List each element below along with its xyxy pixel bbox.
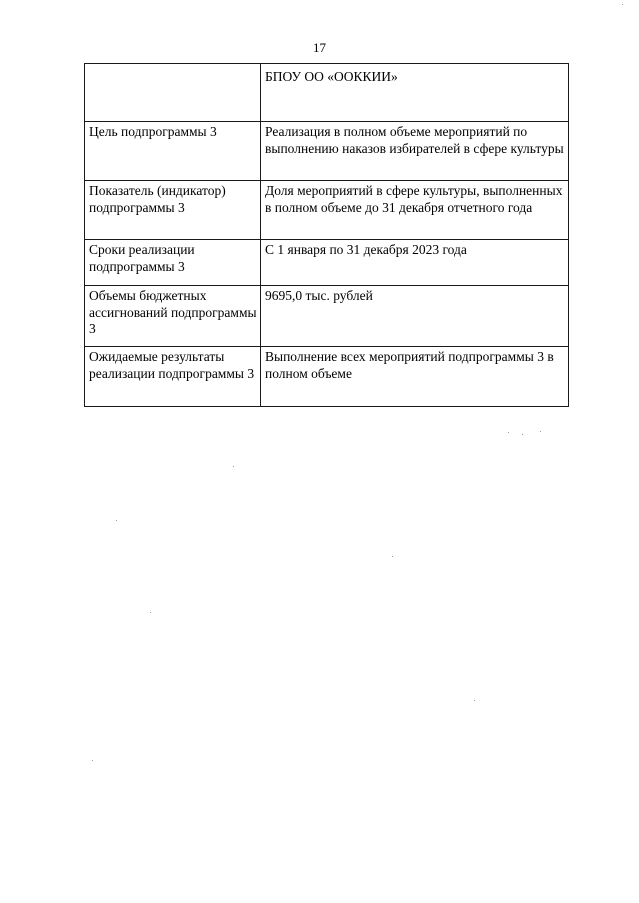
table-row <box>85 286 569 347</box>
row-value-cell: С 1 января по 31 декабря 2023 года <box>261 240 569 286</box>
scan-speck <box>392 556 393 557</box>
row-value-cell: Доля мероприятий в сфере культуры, выполненных в полном объеме до 31 декабря отчетного года <box>261 181 569 240</box>
row-value-cell: Выполнение всех мероприятий подпрограммы 3 в полном объеме <box>261 347 569 407</box>
scan-speck <box>508 432 509 433</box>
row-value-cell: 9695,0 тыс. рублей <box>261 286 569 347</box>
row-value-cell: Реализация в полном объеме мероприятий по выполнению наказов избирателей в сфере культуры <box>261 122 569 181</box>
row-label-cell: Ожидаемые результаты реализации подпрограммы 3 <box>85 347 261 407</box>
scan-speck <box>150 612 151 613</box>
scan-speck <box>92 760 93 761</box>
row-label-cell: Сроки реализации подпрограммы 3 <box>85 240 261 286</box>
row-label-cell: Цель подпрограммы 3 <box>85 122 261 181</box>
table-row <box>85 64 569 122</box>
scan-speck <box>233 466 234 467</box>
row-label-cell: Показатель (индикатор) подпрограммы 3 <box>85 181 261 240</box>
table-row <box>85 240 569 286</box>
executor-cell: БПОУ ОО «ООККИИ» <box>261 64 569 122</box>
scan-speck <box>522 434 523 435</box>
scan-speck <box>540 431 541 432</box>
subprogram-passport-table <box>84 63 569 407</box>
table-row <box>85 122 569 181</box>
table-row <box>85 181 569 240</box>
row-label-cell: Объемы бюджетных ассигнований подпрограммы 3 <box>85 286 261 347</box>
scan-speck <box>474 700 475 701</box>
scan-speck <box>116 520 117 521</box>
page-number: 17 <box>313 40 326 55</box>
table-row <box>85 347 569 407</box>
row-label-cell <box>85 64 261 122</box>
scan-speck <box>622 4 623 5</box>
